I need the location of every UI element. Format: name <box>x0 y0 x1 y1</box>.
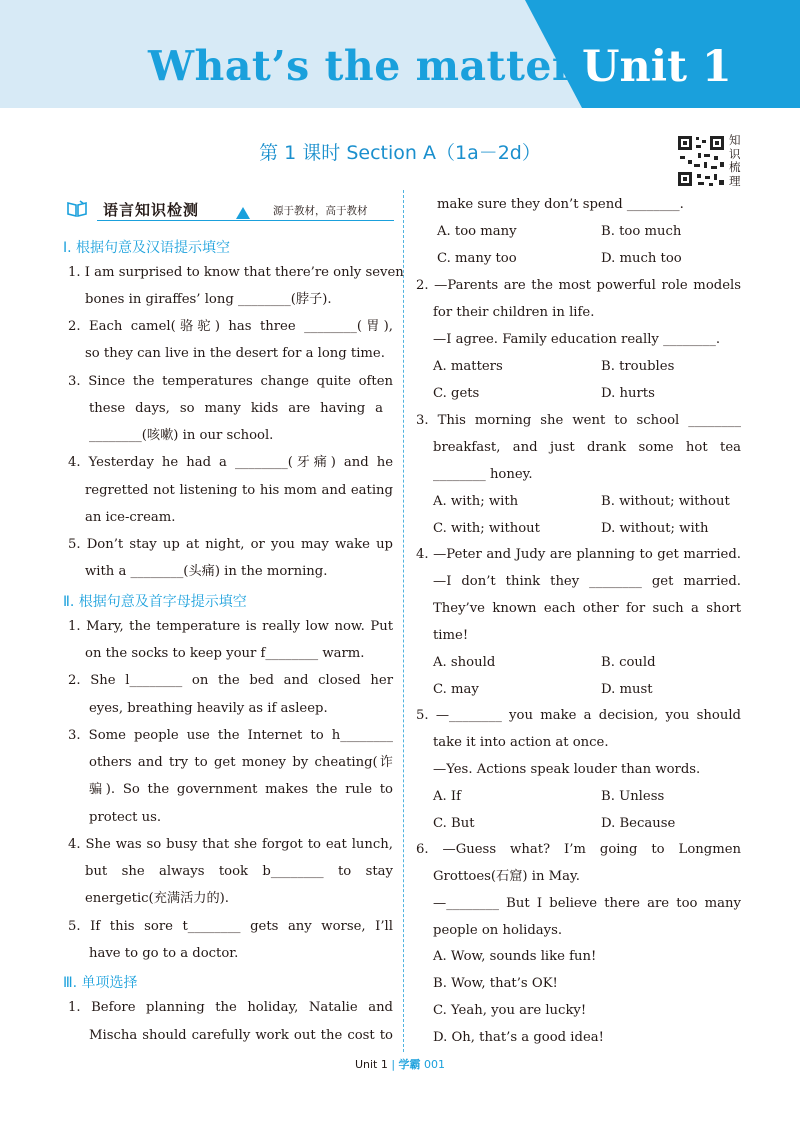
option: C. But <box>433 816 475 831</box>
unit-title: What’s the matter? <box>148 42 599 90</box>
question-line: 6. —Guess what? I’m going to Longmen <box>416 842 741 857</box>
question-line: 2. —Parents are the most powerful role models <box>416 278 741 293</box>
column-divider <box>403 190 404 1052</box>
question-line: ________(咳嗽) in our school. <box>89 428 274 443</box>
question-line: take it into action at once. <box>433 735 609 750</box>
question-line: 4. She was so busy that she forgot to eat lunch, <box>68 837 393 852</box>
question-line: —Yes. Actions speak louder than words. <box>433 762 701 777</box>
question-line: ________ honey. <box>433 467 533 482</box>
question-line: They’ve known each other for such a short <box>433 601 741 616</box>
question-line: energetic(充满活力的). <box>85 891 229 906</box>
question-line: 5. Don’t stay up at night, or you may wake up <box>68 537 393 552</box>
option: A. Wow, sounds like fun! <box>433 949 597 964</box>
part-heading-2: Ⅱ. 根据句意及首字母提示填空 <box>63 594 247 610</box>
option: D. Because <box>601 816 676 831</box>
option: C. many too <box>437 251 517 266</box>
question-line: others and try to get money by cheating(诈 <box>89 755 393 770</box>
qr-code-label: 知识梳理 <box>729 133 741 188</box>
option: B. Wow, that’s OK! <box>433 976 558 991</box>
option: C. gets <box>433 386 480 401</box>
question-line: 3. Some people use the Internet to h________ <box>68 728 393 743</box>
question-line: with a ________(头痛) in the morning. <box>85 564 328 579</box>
question-line: 5. —________ you make a decision, you should <box>416 708 741 723</box>
option: D. without; with <box>601 521 709 536</box>
option: A. matters <box>433 359 503 374</box>
page-number: 001 <box>424 1058 446 1071</box>
option: D. much too <box>601 251 682 266</box>
option: B. Unless <box>601 789 665 804</box>
section-title-marker <box>236 207 250 219</box>
page-footer <box>0 1056 800 1072</box>
question-line: 2. She l________ on the bed and closed her <box>68 673 393 688</box>
question-line: on the socks to keep your f________ warm. <box>85 646 365 661</box>
option: C. may <box>433 682 479 697</box>
qr-code-icon <box>676 134 726 188</box>
question-line: eyes, breathing heavily as if asleep. <box>89 701 328 716</box>
option: C. with; without <box>433 521 540 536</box>
option: C. Yeah, you are lucky! <box>433 1003 587 1018</box>
lesson-title: 第 1 课时 Section A（1a－2d） <box>259 142 541 164</box>
question-line: Mischa should carefully work out the cost to <box>89 1028 393 1043</box>
question-line: 骗). So the government makes the rule to <box>89 782 393 797</box>
question-line: 4. Yesterday he had a ________(牙痛) and he <box>68 455 393 470</box>
question-line: 1. I am surprised to know that there’re only seven <box>68 265 404 280</box>
question-line: so they can live in the desert for a long time. <box>85 346 385 361</box>
question-line: an ice-cream. <box>85 510 176 525</box>
question-line: for their children in life. <box>433 305 595 320</box>
question-line: 1. Before planning the holiday, Natalie and <box>68 1000 393 1015</box>
option: A. should <box>433 655 496 670</box>
part-heading-1: Ⅰ. 根据句意及汉语提示填空 <box>63 240 231 256</box>
question-line: —________ But I believe there are too many <box>433 896 741 911</box>
question-line: —I agree. Family education really ________. <box>433 332 721 347</box>
question-line: time! <box>433 628 469 643</box>
footer-brand: 学霸 <box>398 1058 421 1071</box>
question-line: have to go to a doctor. <box>89 946 239 961</box>
question-line: 5. If this sore t________ gets any worse, I’ll <box>68 919 393 934</box>
question-line: breakfast, and just drank some hot tea <box>433 440 741 455</box>
option: D. Oh, that’s a good idea! <box>433 1030 604 1045</box>
question-line: people on holidays. <box>433 923 563 938</box>
section-underline <box>97 220 394 221</box>
question-line: bones in giraffes’ long ________(脖子). <box>85 292 332 307</box>
option: B. too much <box>601 224 682 239</box>
option: A. with; with <box>433 494 519 509</box>
question-line: make sure they don’t spend ________. <box>437 197 684 212</box>
option: D. must <box>601 682 653 697</box>
section-subtitle: 源于教材，高于教材 <box>273 205 368 217</box>
question-line: these days, so many kids are having a <box>89 401 383 416</box>
question-line: 4. —Peter and Judy are planning to get married. <box>416 547 741 562</box>
book-icon <box>67 200 87 217</box>
question-line: 1. Mary, the temperature is really low now. Put <box>68 619 393 634</box>
unit-number: Unit 1 <box>582 42 732 92</box>
part-heading-3: Ⅲ. 单项选择 <box>63 975 138 991</box>
question-line: 2. Each camel(骆驼) has three ________(胃), <box>68 319 393 334</box>
footer-separator: | <box>391 1058 396 1071</box>
option: D. hurts <box>601 386 655 401</box>
question-line: protect us. <box>89 810 162 825</box>
question-line: but she always took b________ to stay <box>85 864 393 879</box>
section-title: 语言知识检测 <box>103 201 200 219</box>
question-line: —I don’t think they ________ get married. <box>433 574 741 589</box>
footer-unit: Unit 1 <box>354 1058 388 1071</box>
option: B. without; without <box>601 494 730 509</box>
option: A. too many <box>437 224 517 239</box>
question-line: 3. This morning she went to school ________ <box>416 413 741 428</box>
option: B. could <box>601 655 656 670</box>
option: A. If <box>433 789 461 804</box>
question-line: Grottoes(石窟) in May. <box>433 869 580 884</box>
option: B. troubles <box>601 359 675 374</box>
question-line: regretted not listening to his mom and eating <box>85 483 393 498</box>
question-line: 3. Since the temperatures change quite often <box>68 374 393 389</box>
